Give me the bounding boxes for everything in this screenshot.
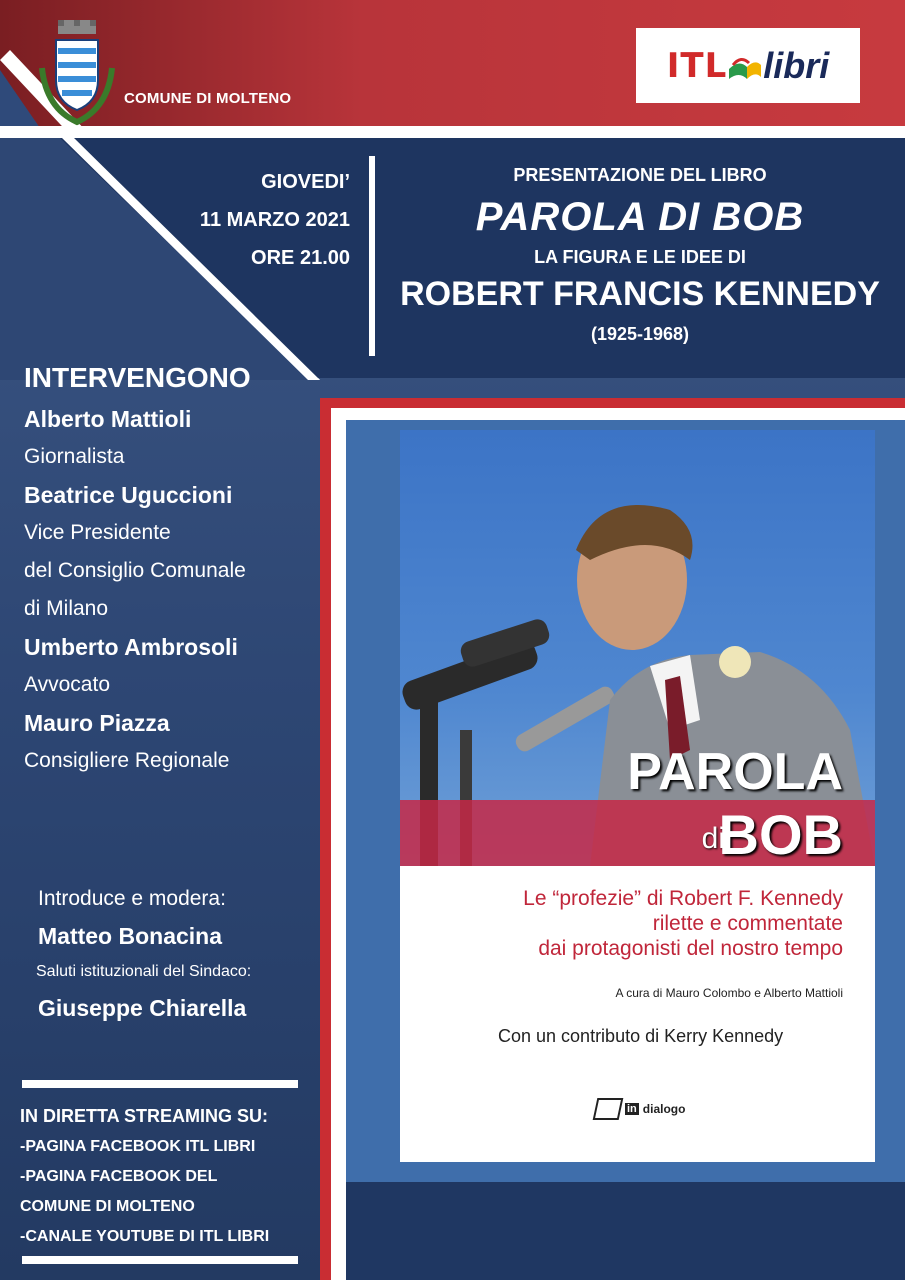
logo-itl-text: ITL: [666, 45, 728, 86]
event-date: 11 MARZO 2021: [199, 209, 350, 231]
cover-subtitle: [523, 886, 843, 961]
moderator-name: Matteo Bonacina: [38, 923, 223, 949]
moderator-label: Introduce e modera:: [38, 887, 226, 910]
speaker-role: Avvocato: [24, 673, 110, 696]
speaker-role: Consigliere Regionale: [24, 749, 230, 772]
book-subtitle: LA FIGURA E LE IDEE DI: [534, 247, 746, 267]
moderation-block: [38, 882, 338, 1028]
cover-title-bob: BOB: [718, 803, 843, 866]
greetings-label: Saluti istituzionali del Sindaco:: [36, 963, 252, 980]
streaming-item: -CANALE YOUTUBE DI ITL LIBRI: [20, 1228, 270, 1245]
cover-title-di: di: [701, 822, 725, 855]
streaming-item: -PAGINA FACEBOOK ITL LIBRI: [20, 1138, 256, 1155]
itl-libri-logo: [636, 28, 860, 103]
cover-subtitle-line: rilette e commentate: [652, 912, 843, 935]
publisher-mark-icon: [593, 1098, 624, 1120]
cover-contribution: Con un contributo di Kerry Kennedy: [498, 1026, 784, 1046]
speaker-name: Beatrice Uguccioni: [24, 482, 233, 508]
speaker-role: di Milano: [24, 597, 109, 620]
book-title: PAROLA DI BOB: [475, 195, 805, 239]
event-date-block: [200, 163, 350, 277]
speakers-heading: INTERVENGONO: [24, 362, 251, 393]
mayor-name: Giuseppe Chiarella: [38, 995, 247, 1021]
publisher-in: in: [627, 1103, 637, 1115]
book-logo-icon: [727, 51, 763, 81]
streaming-block: [20, 1100, 310, 1252]
cover-curators: A cura di Mauro Colombo e Alberto Mattioli: [615, 986, 843, 1000]
event-day: GIOVEDI’: [261, 171, 350, 193]
streaming-item: -PAGINA FACEBOOK DEL: [20, 1168, 218, 1185]
speaker-role: del Consiglio Comunale: [24, 559, 246, 582]
publisher-logo: [595, 1098, 685, 1120]
speaker-name: Umberto Ambrosoli: [24, 634, 238, 660]
cover-subtitle-line: Le “profezie” di Robert F. Kennedy: [523, 887, 843, 910]
person-years: (1925-1968): [590, 324, 690, 344]
book-footer-band: [346, 1182, 905, 1280]
logo-libri-text: libri: [763, 44, 830, 86]
event-time: ORE 21.00: [251, 247, 350, 269]
publisher-name: dialogo: [642, 1102, 686, 1116]
municipality-name: COMUNE DI MOLTENO: [124, 90, 292, 107]
person-name: ROBERT FRANCIS KENNEDY: [400, 275, 880, 313]
cover-subtitle-line: dai protagonisti del nostro tempo: [538, 937, 843, 960]
book-cover: [400, 430, 875, 1162]
presentation-label: PRESENTAZIONE DEL LIBRO: [513, 165, 767, 185]
speaker-role: Giornalista: [24, 445, 125, 468]
speakers-list: [24, 360, 324, 780]
cover-title-parola: PAROLA: [627, 743, 843, 801]
streaming-heading: IN DIRETTA STREAMING SU:: [20, 1106, 268, 1126]
speaker-role: Vice Presidente: [24, 521, 171, 544]
speaker-name: Alberto Mattioli: [24, 406, 192, 432]
stream-divider-bottom: [22, 1256, 298, 1264]
stream-divider-top: [22, 1080, 298, 1088]
speaker-name: Mauro Piazza: [24, 710, 170, 736]
event-title-block: [375, 160, 905, 350]
streaming-item: COMUNE DI MOLTENO: [20, 1198, 195, 1215]
coat-of-arms-icon: [36, 18, 118, 126]
